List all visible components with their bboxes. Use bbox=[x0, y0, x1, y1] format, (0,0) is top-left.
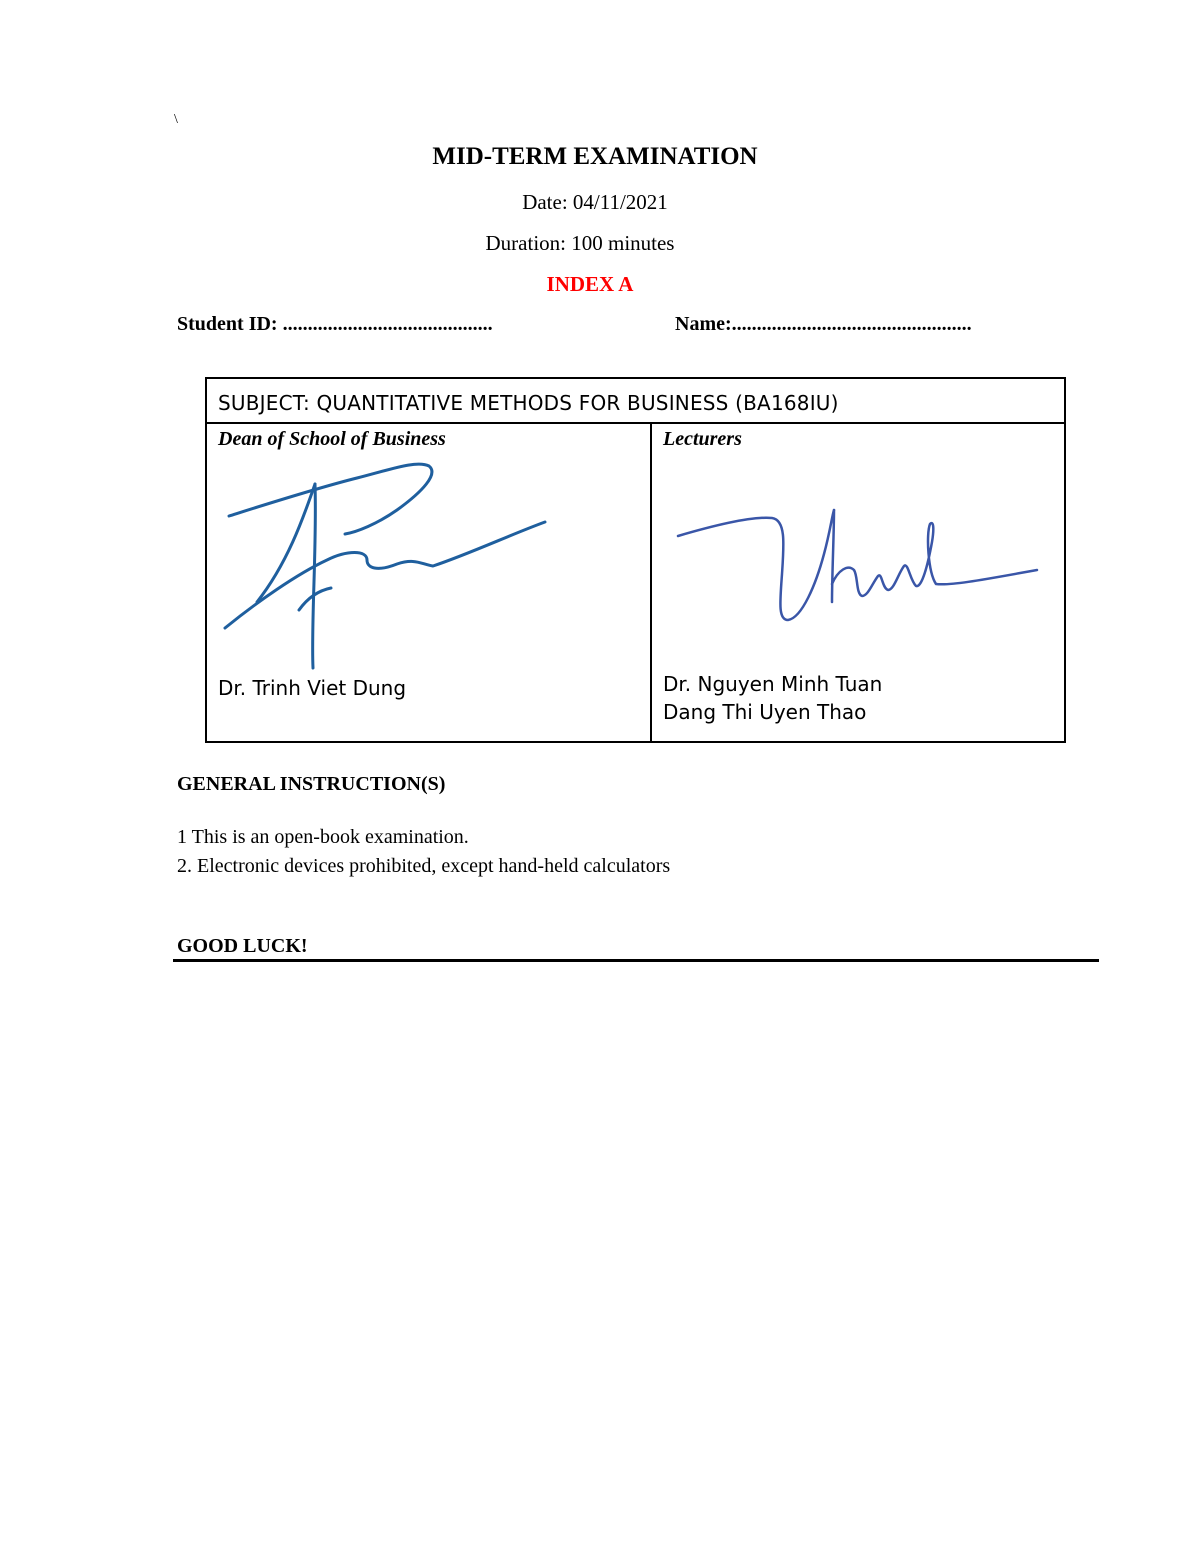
dean-name: Dr. Trinh Viet Dung bbox=[218, 676, 407, 700]
lecturer-name-1: Dr. Nguyen Minh Tuan bbox=[663, 672, 883, 696]
lecturers-heading: Lecturers bbox=[663, 428, 742, 450]
lecturers-names bbox=[663, 670, 882, 726]
student-name-field[interactable]: Name:................................................ bbox=[675, 313, 972, 335]
dean-cell bbox=[206, 423, 651, 742]
exam-date: Date: 04/11/2021 bbox=[522, 190, 668, 214]
subject-cell bbox=[206, 378, 1065, 423]
dean-heading: Dean of School of Business bbox=[218, 428, 446, 450]
bottom-rule bbox=[173, 959, 1099, 962]
signature-table bbox=[205, 377, 1066, 743]
instructions-heading: GENERAL INSTRUCTION(S) bbox=[177, 773, 446, 795]
lecturers-cell bbox=[651, 423, 1065, 742]
exam-title: MID-TERM EXAMINATION bbox=[432, 143, 758, 170]
exam-duration: Duration: 100 minutes bbox=[485, 231, 675, 255]
stray-mark: \ bbox=[174, 112, 178, 127]
closing-text: GOOD LUCK! bbox=[177, 935, 308, 957]
exam-index: INDEX A bbox=[546, 272, 634, 296]
instruction-item: 2. Electronic devices prohibited, except hand-held calculators bbox=[177, 855, 671, 877]
student-id-field[interactable]: Student ID: .......................................... bbox=[177, 313, 493, 335]
instruction-item: 1 This is an open-book examination. bbox=[177, 826, 469, 848]
lecturer-name-2: Dang Thi Uyen Thao bbox=[663, 700, 867, 724]
subject-title: SUBJECT: QUANTITATIVE METHODS FOR BUSINESS (BA168IU) bbox=[218, 391, 839, 415]
